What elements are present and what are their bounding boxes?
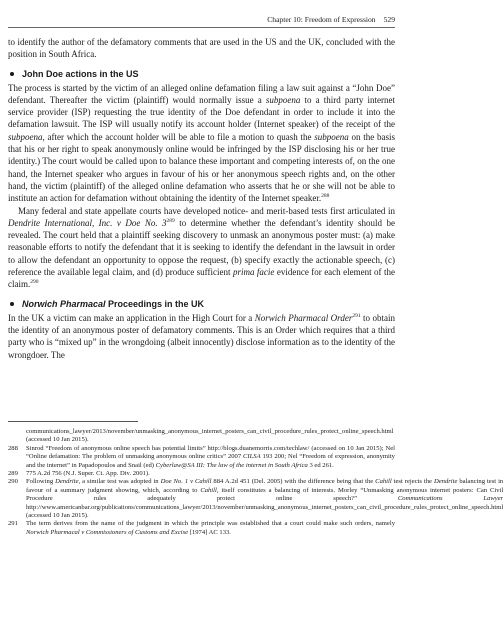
footnotes: [8, 428, 503, 537]
footnote-289: 289 775 A.2d 756 (N.J. Super. Ct. App. Div. 2001).: [8, 470, 150, 478]
bullet-icon: [10, 302, 14, 306]
footnote-continuation: communications_lawyer/2013/november/unmasking_anonymous_internet_posters_can_civil_procedure_rules_protect_online_speech.html (accessed 10 Jan 2015).: [26, 428, 394, 444]
running-header: [8, 13, 395, 28]
paragraph-norwich-order: In the UK a victim can make an application in the High Court for a Norwich Pharmacal Order$^{291}$ to obtain the identity of an anonymous poster of defamatory comments. This is an Order which requires that a third party who is “mixed up” in the wrongdoing (albeit innocently) disclose information as to the identity of the wrongdoer. The: [8, 312, 395, 360]
section-heading-john-doe: [8, 68, 395, 80]
footnote-ref-290[interactable]: 290: [30, 279, 39, 286]
bullet-icon: [10, 72, 14, 76]
chapter-title: Chapter 10: Freedom of Expression: [267, 15, 376, 24]
footnote-divider: [8, 421, 138, 422]
heading-text: Norwich Pharmacal Proceedings in the UK: [22, 298, 205, 309]
heading-text: John Doe actions in the US: [22, 68, 139, 79]
paragraph-dendrite-test: Many federal and state appellate courts have developed notice- and merit-based tests first articulated in Dendrite International, Inc. v Doe No. $3^{289}$ to determine whether the defendant’s identity should be revealed. The court held that a plaintiff seeking discovery to unmask an anonymous poster must: (a) make reasonable efforts to notify the defendant that it is seeking to identify the defendant in the lawsuit in order to allow the defendant an opportunity to oppose the request, (b) specify exactly the actionable speech, (c) reference the available legal claim, and (d) produce sufficient prima facie evidence for each element of the claim.$^{290}$: [8, 205, 395, 290]
footnote-291: 291 The term derives from the name of the judgment in which the principle was established that a court could make such orders, namely Norwich Pharmacal v Commissioners of Customs and Excise [1974] AC 133.: [8, 520, 395, 536]
footnote-ref-288[interactable]: 288: [321, 193, 330, 200]
paragraph-intro: to identify the author of the defamatory comments that are used in the US and the UK, concluded with the position in South Africa.: [8, 37, 395, 60]
main-text: [8, 36, 395, 361]
footnote-ref-291[interactable]: 291: [352, 312, 361, 319]
footnote-ref-289[interactable]: 289: [166, 217, 175, 224]
paragraph-john-doe-process: The process is started by the victim of an alleged online defamation filing a law suit against a “John Doe” defendant. Thereafter the victim (plaintiff) would normally issue a subpoena to a third party internet service provider (ISP) requesting the true identity of the Doe defendant in order to include it into the defamation lawsuit. The ISP will usually notify its account holder (Internet speaker) of the receipt of the subpoena, after which the account holder will be able to file a motion to quash the subpoena on the basis that his or her right to speak anonymously online would be infringed by the ISP disclosing his or her true identity.) The court would be called upon to balance these important and competing interests of, on the one hand, the Internet speaker who argues in favour of his or her anonymous speech rights and, on the other hand, the victim (plaintiff) of the alleged online defamation who asserts that he or she will not be able to institute an action for defamation without obtaining the identity of the Internet speaker.$^{288}$: [8, 82, 395, 204]
footnote-290: 290 Following Dendrite, a similar test was adopted in Doe No. 1 v Cahill 884 A.2d 451 (Del. 2005) with the difference being that the Cahill test rejects the Dendrite balancing test in favour of a summary judgment showing, which, according to Cahill, itself constitutes a balancing of interests. Morley “Unmasking anonymous internet posters: Can Civil Procedure rules adequately protect online speech?” Communications Lawyer http://www.americanbar.org/publications/communications_lawyer/2013/november/unmasking_anonymous_internet_posters_can_civil_procedure_rules_protect_online_speech.html (accessed 10 Jan 2015).: [8, 478, 503, 520]
section-heading-norwich: [8, 298, 395, 310]
page-number: 529: [383, 15, 395, 24]
footnote-288: 288 Sinrod “Freedom of anonymous online speech has potential limits” http://blogs.duanemorris.com/techlaw/ (accessed on 10 Jan 2015); Nel “Online defamation: The problem of unmasking anonymous online critics” 2007 CILSA 193 200; Nel “Freedom of expression, anonymity and the internet” in Papadopoulos and Snail (ed) Cyberlaw@SA III: The law of the internet in South Africa 3 ed 261.: [8, 444, 395, 469]
